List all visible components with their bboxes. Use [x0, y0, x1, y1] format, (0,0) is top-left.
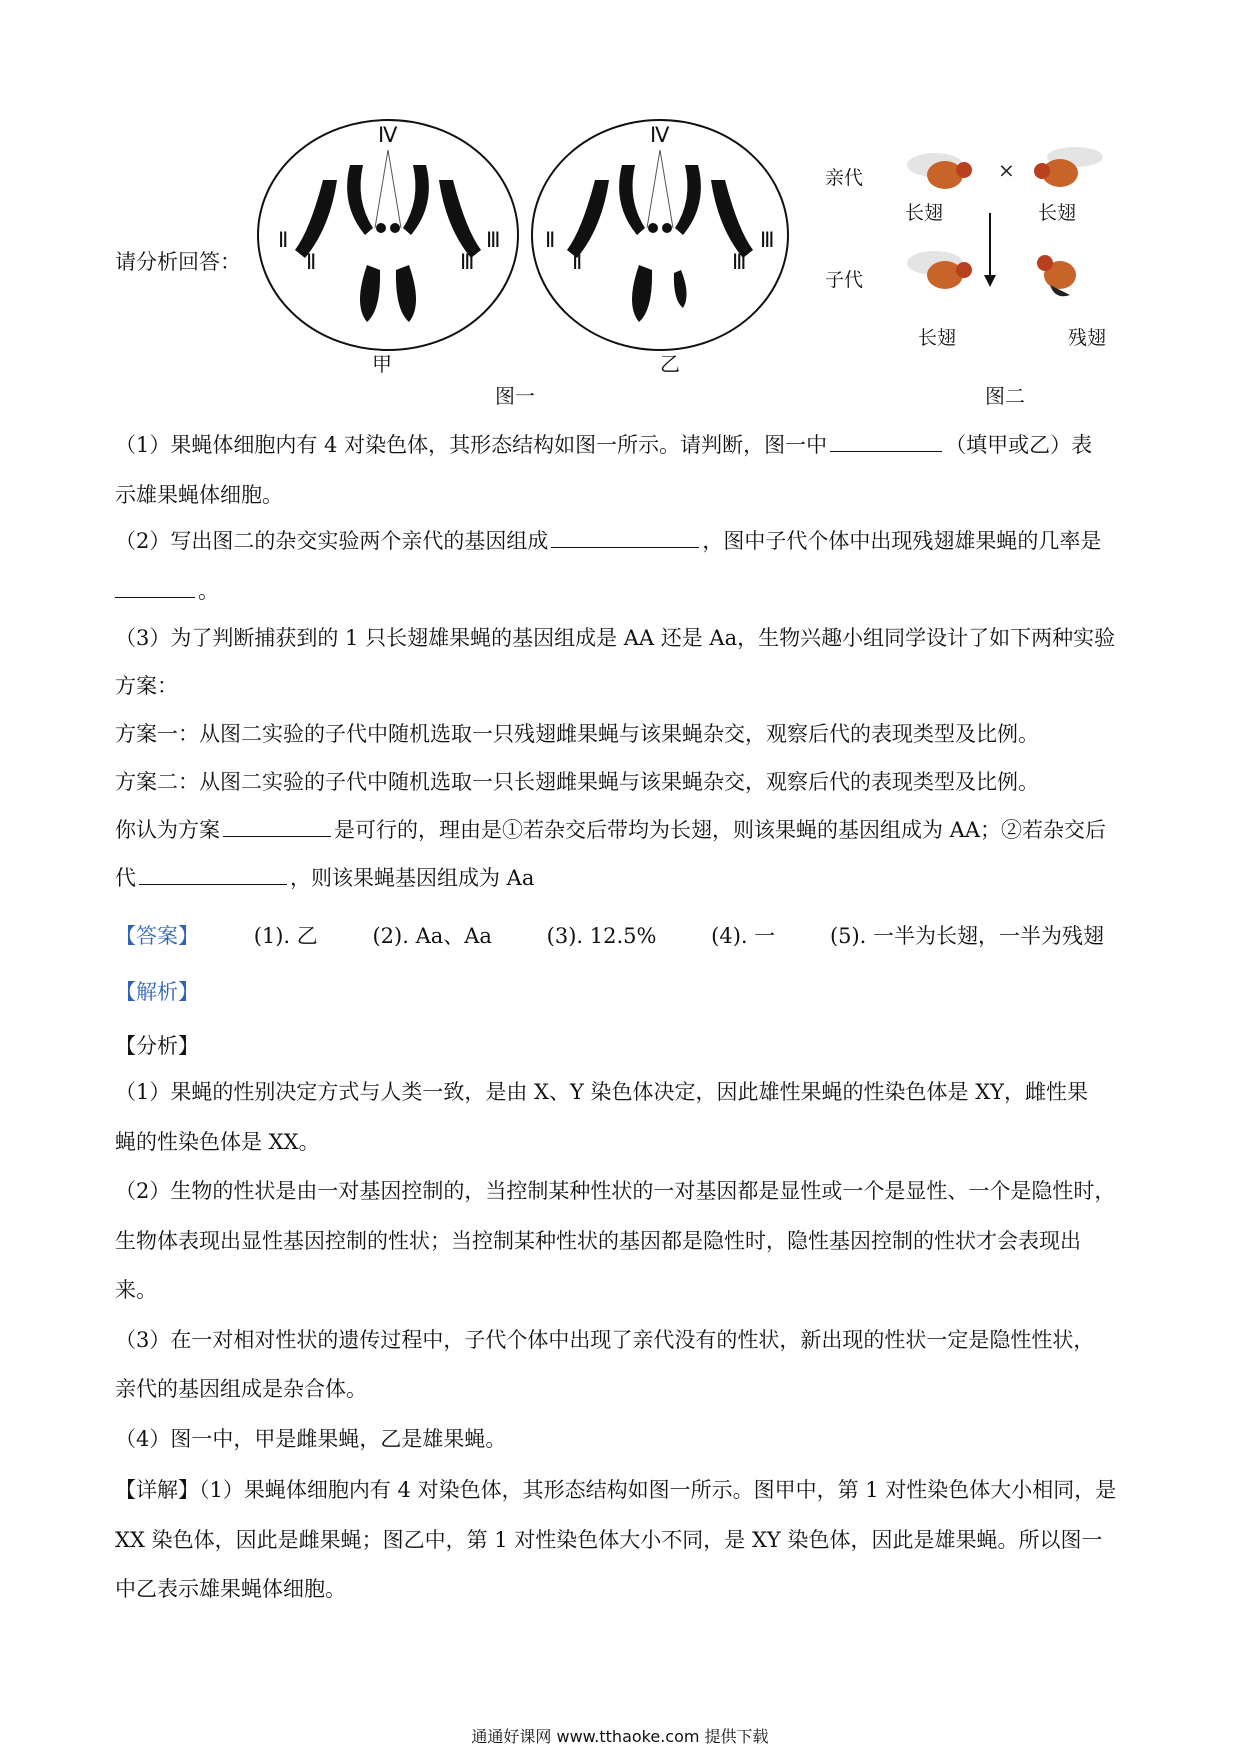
figure-2-caption: 图二: [985, 384, 1025, 408]
question-2-blank-2[interactable]: [115, 575, 195, 598]
question-1: [115, 420, 1135, 520]
analysis-line: （1）果蝇的性别决定方式与人类一致，是由 X、Y 染色体决定，因此雄性果蝇的性染色体是 XY，雌性果: [115, 1080, 1089, 1104]
question-2-text-b: ，图中子代个体中出现残翅雄果蝇的几率是: [702, 529, 1102, 553]
question-3-text-c1: 你认为方案: [115, 818, 220, 842]
offspring-2-phenotype: 残翅: [1068, 327, 1107, 349]
analysis-block: [115, 1068, 1135, 1464]
label-iii-yi-a: Ⅲ: [760, 228, 775, 252]
question-1-text-c: 示雄果蝇体细胞。: [115, 483, 283, 507]
question-2: [115, 516, 1135, 616]
answer-tag: 【答案】: [115, 924, 199, 948]
label-ii-jia-b: Ⅱ: [306, 250, 317, 274]
plan-2-text: 方案二：从图二实验的子代中随机选取一只长翅雌果蝇与该果蝇杂交，观察后代的表现类型及比例。: [115, 770, 1039, 794]
analysis-line: （2）生物的性状是由一对基因控制的，当控制某种性状的一对基因都是显性或一个是显性、一个是隐性时，: [115, 1179, 1116, 1203]
label-iv-jia: Ⅳ: [378, 123, 398, 147]
fenxi-heading: 【分析】: [115, 1034, 199, 1058]
footer-watermark: 通通好课网 www.tthaoke.com 提供下载: [471, 1727, 769, 1746]
label-iii-jia-a: Ⅲ: [486, 228, 501, 252]
fly-parent-1-icon: [907, 153, 972, 189]
analysis-line: 亲代的基因组成是杂合体。: [115, 1377, 367, 1401]
analysis-line: 生物体表现出显性基因控制的性状；当控制某种性状的基因都是隐性时，隐性基因控制的性状才会表现出: [115, 1228, 1081, 1253]
question-3-text-b: 方案：: [115, 674, 178, 698]
fly-parent-2-icon: [1034, 147, 1103, 187]
figure-2-fly-cross: [890, 125, 1120, 355]
label-ii-jia-a: Ⅱ: [278, 228, 289, 252]
question-2-text-c: 。: [198, 579, 219, 603]
question-2-blank-1[interactable]: [551, 525, 699, 548]
jiexi-tag: 【解析】: [115, 980, 199, 1004]
analysis-line: 蝇的性染色体是 XX。: [115, 1129, 320, 1154]
plan-1-text: 方案一：从图二实验的子代中随机选取一只残翅雌果蝇与该果蝇杂交，观察后代的表现类型及比例。: [115, 722, 1039, 746]
question-1-text-a: （1）果蝇体细胞内有 4 对染色体，其形态结构如图一所示。请判断，图一中: [115, 433, 828, 457]
parent-2-phenotype: 长翅: [1038, 202, 1077, 224]
detail-line: 【详解】（1）果蝇体细胞内有 4 对染色体，其形态结构如图一所示。图甲中，第 1 对性染色体大小相同，是: [115, 1478, 1117, 1502]
figure-1-chromosomes: [255, 110, 815, 360]
parent-generation-label: 亲代: [825, 167, 864, 189]
detail-line: 中乙表示雄果蝇体细胞。: [115, 1577, 346, 1601]
offspring-generation-label: 子代: [825, 269, 864, 291]
analysis-line: （3）在一对相对性状的遗传过程中，子代个体中出现了亲代没有的性状，新出现的性状一定是隐性性状，: [115, 1327, 1095, 1352]
label-iii-yi-b: Ⅲ: [732, 250, 747, 274]
cell-yi: [532, 120, 788, 350]
fly-offspring-vestigial-wing-icon: [1037, 255, 1076, 296]
label-ii-yi-a: Ⅱ: [545, 228, 556, 252]
cross-symbol: ×: [998, 158, 1015, 182]
question-2-text-a: （2）写出图二的杂交实验两个亲代的基因组成: [115, 529, 549, 553]
label-iii-jia-b: Ⅲ: [460, 250, 475, 274]
analysis-line: （4）图一中，甲是雌果蝇，乙是雄果蝇。: [115, 1426, 507, 1451]
question-3-blank-1[interactable]: [223, 814, 331, 837]
detail-block: [115, 1466, 1135, 1615]
answer-item-5: (5). 一半为长翅，一半为残翅: [829, 924, 1105, 948]
answer-row: [115, 920, 1104, 950]
question-1-text-b: （填甲或乙）表: [945, 433, 1093, 457]
analysis-line: 来。: [115, 1278, 157, 1302]
figure-1-caption: 图一: [495, 384, 535, 408]
question-3-text-c2: 是可行的，理由是①若杂交后带均为长翅，则该果蝇的基因组成为 AA；②若杂交后: [334, 818, 1107, 842]
question-3-text-d1: 代: [115, 866, 136, 890]
answer-item-4: (4). 一: [711, 924, 776, 948]
question-3-text-a: （3）为了判断捕获到的 1 只长翅雄果蝇的基因组成是 AA 还是 Aa，生物兴趣小组同学设计了如下两种实验: [115, 626, 1116, 650]
cell-b-label: 乙: [660, 352, 680, 376]
intro-text: 请分析回答：: [115, 250, 241, 274]
fly-offspring-long-wing-icon: [907, 251, 972, 289]
question-3-blank-2[interactable]: [139, 862, 287, 885]
offspring-1-phenotype: 长翅: [918, 327, 957, 349]
question-3-text-d2: ，则该果蝇基因组成为 Aa: [290, 866, 535, 890]
question-1-blank[interactable]: [830, 429, 942, 452]
cell-a-label: 甲: [372, 352, 392, 376]
question-3: [115, 614, 1135, 902]
label-iv-yi: Ⅳ: [650, 123, 670, 147]
answer-item-3: (3). 12.5%: [546, 924, 657, 948]
answer-item-1: (1). 乙: [253, 924, 318, 948]
parent-1-phenotype: 长翅: [905, 202, 944, 224]
answer-item-2: (2). Aa、Aa: [372, 924, 492, 948]
detail-line: XX 染色体，因此是雌果蝇；图乙中，第 1 对性染色体大小不同，是 XY 染色体，因此是雄果蝇。所以图一: [115, 1527, 1103, 1552]
cell-jia: [258, 120, 518, 350]
label-ii-yi-b: Ⅱ: [572, 250, 583, 274]
